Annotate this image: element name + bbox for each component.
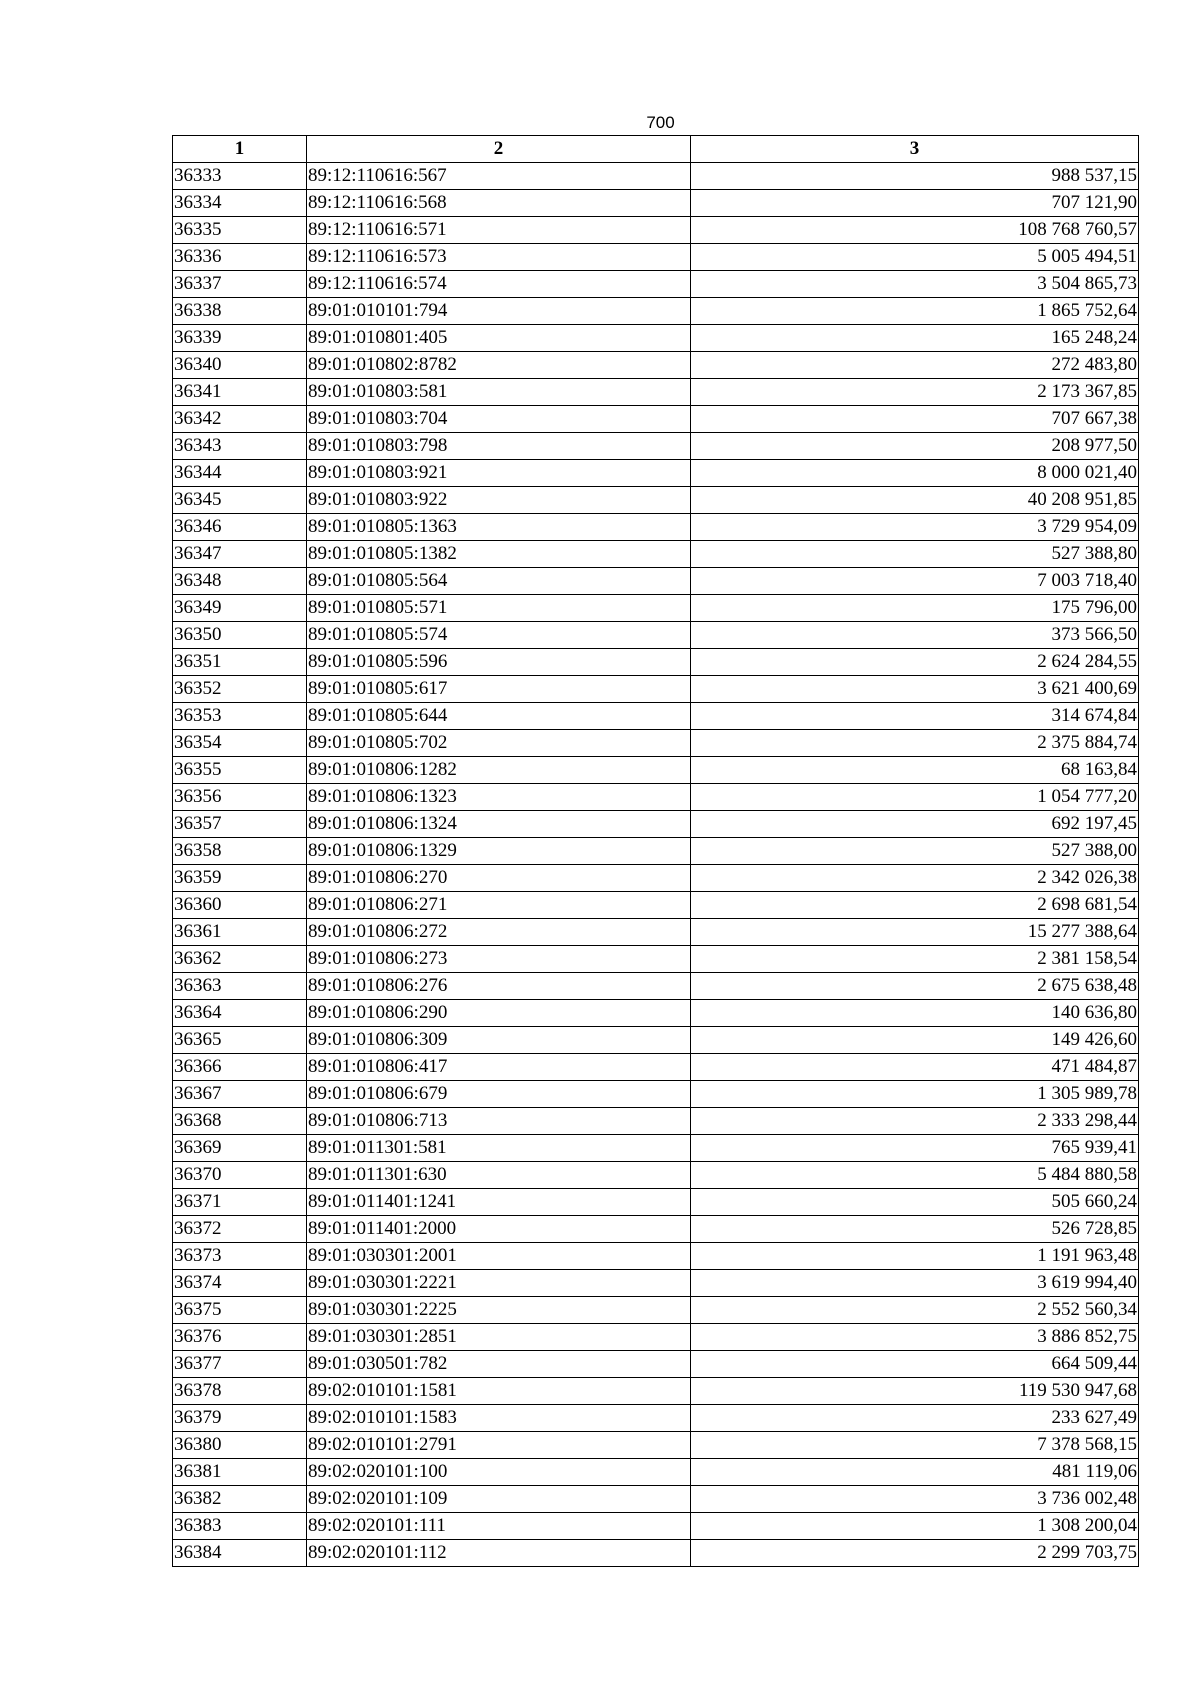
row-number-cell: 36340 [173, 352, 307, 379]
row-number-cell: 36336 [173, 244, 307, 271]
cadastral-number-cell: 89:01:010805:1363 [307, 514, 691, 541]
value-cell: 40 208 951,85 [691, 487, 1139, 514]
row-number-cell: 36378 [173, 1378, 307, 1405]
cadastral-number-cell: 89:01:010803:921 [307, 460, 691, 487]
row-number-cell: 36367 [173, 1081, 307, 1108]
cadastral-number-cell: 89:01:010806:273 [307, 946, 691, 973]
row-number-cell: 36369 [173, 1135, 307, 1162]
row-number-cell: 36380 [173, 1432, 307, 1459]
cadastral-number-cell: 89:12:110616:567 [307, 163, 691, 190]
value-cell: 208 977,50 [691, 433, 1139, 460]
table-body [173, 163, 1139, 1567]
table-row [173, 1270, 1139, 1297]
value-cell: 2 375 884,74 [691, 730, 1139, 757]
cadastral-number-cell: 89:01:010806:272 [307, 919, 691, 946]
cadastral-number-cell: 89:01:010806:290 [307, 1000, 691, 1027]
value-cell: 373 566,50 [691, 622, 1139, 649]
table-row [173, 244, 1139, 271]
cadastral-number-cell: 89:02:010101:1581 [307, 1378, 691, 1405]
row-number-cell: 36375 [173, 1297, 307, 1324]
table-row [173, 568, 1139, 595]
value-cell: 7 003 718,40 [691, 568, 1139, 595]
cadastral-number-cell: 89:01:010805:617 [307, 676, 691, 703]
table-row [173, 271, 1139, 298]
row-number-cell: 36344 [173, 460, 307, 487]
value-cell: 175 796,00 [691, 595, 1139, 622]
cadastral-number-cell: 89:12:110616:574 [307, 271, 691, 298]
cadastral-number-cell: 89:01:010805:1382 [307, 541, 691, 568]
value-cell: 1 054 777,20 [691, 784, 1139, 811]
row-number-cell: 36339 [173, 325, 307, 352]
cadastral-number-cell: 89:01:010806:679 [307, 1081, 691, 1108]
cadastral-number-cell: 89:01:010806:270 [307, 865, 691, 892]
table-row [173, 1135, 1139, 1162]
row-number-cell: 36334 [173, 190, 307, 217]
value-cell: 2 342 026,38 [691, 865, 1139, 892]
cadastral-number-cell: 89:01:010802:8782 [307, 352, 691, 379]
cadastral-number-cell: 89:01:010806:417 [307, 1054, 691, 1081]
table-row [173, 352, 1139, 379]
table-row [173, 649, 1139, 676]
table-row [173, 1513, 1139, 1540]
value-cell: 7 378 568,15 [691, 1432, 1139, 1459]
cadastral-number-cell: 89:01:011301:581 [307, 1135, 691, 1162]
row-number-cell: 36342 [173, 406, 307, 433]
row-number-cell: 36348 [173, 568, 307, 595]
table-row [173, 1189, 1139, 1216]
cadastral-number-cell: 89:02:020101:109 [307, 1486, 691, 1513]
cadastral-number-cell: 89:01:010805:564 [307, 568, 691, 595]
row-number-cell: 36354 [173, 730, 307, 757]
cadastral-number-cell: 89:01:010801:405 [307, 325, 691, 352]
table-row [173, 892, 1139, 919]
cadastral-number-cell: 89:01:010803:704 [307, 406, 691, 433]
value-cell: 2 675 638,48 [691, 973, 1139, 1000]
row-number-cell: 36347 [173, 541, 307, 568]
value-cell: 2 552 560,34 [691, 1297, 1139, 1324]
value-cell: 664 509,44 [691, 1351, 1139, 1378]
value-cell: 2 698 681,54 [691, 892, 1139, 919]
table-row [173, 1459, 1139, 1486]
value-cell: 3 736 002,48 [691, 1486, 1139, 1513]
value-cell: 505 660,24 [691, 1189, 1139, 1216]
value-cell: 1 191 963,48 [691, 1243, 1139, 1270]
row-number-cell: 36370 [173, 1162, 307, 1189]
table-row [173, 1432, 1139, 1459]
cadastral-number-cell: 89:01:030301:2225 [307, 1297, 691, 1324]
row-number-cell: 36351 [173, 649, 307, 676]
table-row [173, 973, 1139, 1000]
value-cell: 8 000 021,40 [691, 460, 1139, 487]
table-row [173, 163, 1139, 190]
table-row [173, 1000, 1139, 1027]
value-cell: 119 530 947,68 [691, 1378, 1139, 1405]
table-row [173, 757, 1139, 784]
cadastral-number-cell: 89:12:110616:568 [307, 190, 691, 217]
cadastral-number-cell: 89:12:110616:571 [307, 217, 691, 244]
table-row [173, 1108, 1139, 1135]
value-cell: 2 624 284,55 [691, 649, 1139, 676]
row-number-cell: 36372 [173, 1216, 307, 1243]
table-header-row [173, 136, 1139, 163]
row-number-cell: 36335 [173, 217, 307, 244]
table-row [173, 514, 1139, 541]
row-number-cell: 36337 [173, 271, 307, 298]
cadastral-number-cell: 89:01:010805:571 [307, 595, 691, 622]
row-number-cell: 36355 [173, 757, 307, 784]
registry-table [172, 135, 1139, 1567]
table-row [173, 217, 1139, 244]
value-cell: 707 667,38 [691, 406, 1139, 433]
cadastral-number-cell: 89:01:010806:713 [307, 1108, 691, 1135]
table-row [173, 946, 1139, 973]
row-number-cell: 36338 [173, 298, 307, 325]
value-cell: 314 674,84 [691, 703, 1139, 730]
cadastral-number-cell: 89:01:010806:276 [307, 973, 691, 1000]
row-number-cell: 36371 [173, 1189, 307, 1216]
value-cell: 2 333 298,44 [691, 1108, 1139, 1135]
value-cell: 165 248,24 [691, 325, 1139, 352]
table-row [173, 1081, 1139, 1108]
cadastral-number-cell: 89:01:010806:1282 [307, 757, 691, 784]
table-row [173, 784, 1139, 811]
table-row [173, 730, 1139, 757]
value-cell: 527 388,00 [691, 838, 1139, 865]
row-number-cell: 36346 [173, 514, 307, 541]
row-number-cell: 36333 [173, 163, 307, 190]
row-number-cell: 36353 [173, 703, 307, 730]
row-number-cell: 36363 [173, 973, 307, 1000]
table-row [173, 298, 1139, 325]
table-row [173, 1027, 1139, 1054]
row-number-cell: 36382 [173, 1486, 307, 1513]
cadastral-number-cell: 89:01:010805:596 [307, 649, 691, 676]
cadastral-number-cell: 89:02:020101:112 [307, 1540, 691, 1567]
row-number-cell: 36365 [173, 1027, 307, 1054]
value-cell: 1 308 200,04 [691, 1513, 1139, 1540]
row-number-cell: 36383 [173, 1513, 307, 1540]
cadastral-number-cell: 89:01:010803:922 [307, 487, 691, 514]
row-number-cell: 36374 [173, 1270, 307, 1297]
row-number-cell: 36368 [173, 1108, 307, 1135]
row-number-cell: 36384 [173, 1540, 307, 1567]
page-number: 700 [646, 113, 675, 132]
value-cell: 233 627,49 [691, 1405, 1139, 1432]
value-cell: 149 426,60 [691, 1027, 1139, 1054]
row-number-cell: 36379 [173, 1405, 307, 1432]
row-number-cell: 36361 [173, 919, 307, 946]
row-number-cell: 36359 [173, 865, 307, 892]
row-number-cell: 36377 [173, 1351, 307, 1378]
cadastral-number-cell: 89:12:110616:573 [307, 244, 691, 271]
row-number-cell: 36362 [173, 946, 307, 973]
row-number-cell: 36350 [173, 622, 307, 649]
table-row [173, 325, 1139, 352]
cadastral-number-cell: 89:01:010806:1323 [307, 784, 691, 811]
value-cell: 527 388,80 [691, 541, 1139, 568]
table-row [173, 1378, 1139, 1405]
table-row [173, 1243, 1139, 1270]
row-number-cell: 36345 [173, 487, 307, 514]
column-header-3: 3 [691, 136, 1139, 163]
row-number-cell: 36376 [173, 1324, 307, 1351]
table-row [173, 1540, 1139, 1567]
value-cell: 3 729 954,09 [691, 514, 1139, 541]
table-row [173, 1486, 1139, 1513]
cadastral-number-cell: 89:02:020101:111 [307, 1513, 691, 1540]
cadastral-number-cell: 89:01:010803:581 [307, 379, 691, 406]
value-cell: 707 121,90 [691, 190, 1139, 217]
table-row [173, 1216, 1139, 1243]
table-row [173, 622, 1139, 649]
value-cell: 15 277 388,64 [691, 919, 1139, 946]
row-number-cell: 36381 [173, 1459, 307, 1486]
table-row [173, 460, 1139, 487]
cadastral-number-cell: 89:01:030501:782 [307, 1351, 691, 1378]
value-cell: 2 173 367,85 [691, 379, 1139, 406]
table-row [173, 919, 1139, 946]
value-cell: 108 768 760,57 [691, 217, 1139, 244]
cadastral-number-cell: 89:01:011401:2000 [307, 1216, 691, 1243]
cadastral-number-cell: 89:02:020101:100 [307, 1459, 691, 1486]
table-row [173, 1324, 1139, 1351]
value-cell: 5 005 494,51 [691, 244, 1139, 271]
table-row [173, 676, 1139, 703]
table-row [173, 487, 1139, 514]
cadastral-number-cell: 89:01:010803:798 [307, 433, 691, 460]
row-number-cell: 36360 [173, 892, 307, 919]
cadastral-number-cell: 89:01:030301:2001 [307, 1243, 691, 1270]
value-cell: 765 939,41 [691, 1135, 1139, 1162]
cadastral-number-cell: 89:01:010101:794 [307, 298, 691, 325]
cadastral-number-cell: 89:01:010806:309 [307, 1027, 691, 1054]
cadastral-number-cell: 89:01:010805:644 [307, 703, 691, 730]
table-row [173, 433, 1139, 460]
table-row [173, 190, 1139, 217]
value-cell: 3 504 865,73 [691, 271, 1139, 298]
cadastral-number-cell: 89:01:030301:2851 [307, 1324, 691, 1351]
value-cell: 2 381 158,54 [691, 946, 1139, 973]
column-header-2: 2 [307, 136, 691, 163]
table-row [173, 1351, 1139, 1378]
value-cell: 1 305 989,78 [691, 1081, 1139, 1108]
row-number-cell: 36366 [173, 1054, 307, 1081]
table-row [173, 811, 1139, 838]
table-row [173, 541, 1139, 568]
table-row [173, 406, 1139, 433]
table-row [173, 703, 1139, 730]
table-row [173, 838, 1139, 865]
row-number-cell: 36357 [173, 811, 307, 838]
value-cell: 68 163,84 [691, 757, 1139, 784]
cadastral-number-cell: 89:01:011301:630 [307, 1162, 691, 1189]
value-cell: 471 484,87 [691, 1054, 1139, 1081]
row-number-cell: 36356 [173, 784, 307, 811]
row-number-cell: 36358 [173, 838, 307, 865]
value-cell: 3 621 400,69 [691, 676, 1139, 703]
table-row [173, 379, 1139, 406]
row-number-cell: 36343 [173, 433, 307, 460]
cadastral-number-cell: 89:01:010806:1329 [307, 838, 691, 865]
value-cell: 5 484 880,58 [691, 1162, 1139, 1189]
value-cell: 481 119,06 [691, 1459, 1139, 1486]
cadastral-number-cell: 89:01:011401:1241 [307, 1189, 691, 1216]
row-number-cell: 36364 [173, 1000, 307, 1027]
column-header-1: 1 [173, 136, 307, 163]
cadastral-number-cell: 89:01:010805:702 [307, 730, 691, 757]
cadastral-number-cell: 89:01:010805:574 [307, 622, 691, 649]
value-cell: 272 483,80 [691, 352, 1139, 379]
table-row [173, 1054, 1139, 1081]
value-cell: 988 537,15 [691, 163, 1139, 190]
table-row [173, 1405, 1139, 1432]
table-row [173, 1297, 1139, 1324]
value-cell: 140 636,80 [691, 1000, 1139, 1027]
table-row [173, 1162, 1139, 1189]
value-cell: 526 728,85 [691, 1216, 1139, 1243]
cadastral-number-cell: 89:01:010806:271 [307, 892, 691, 919]
cadastral-number-cell: 89:02:010101:2791 [307, 1432, 691, 1459]
cadastral-number-cell: 89:01:030301:2221 [307, 1270, 691, 1297]
cadastral-number-cell: 89:02:010101:1583 [307, 1405, 691, 1432]
cadastral-number-cell: 89:01:010806:1324 [307, 811, 691, 838]
value-cell: 2 299 703,75 [691, 1540, 1139, 1567]
table-row [173, 865, 1139, 892]
row-number-cell: 36341 [173, 379, 307, 406]
value-cell: 692 197,45 [691, 811, 1139, 838]
row-number-cell: 36349 [173, 595, 307, 622]
value-cell: 3 619 994,40 [691, 1270, 1139, 1297]
value-cell: 1 865 752,64 [691, 298, 1139, 325]
row-number-cell: 36373 [173, 1243, 307, 1270]
value-cell: 3 886 852,75 [691, 1324, 1139, 1351]
row-number-cell: 36352 [173, 676, 307, 703]
table-row [173, 595, 1139, 622]
